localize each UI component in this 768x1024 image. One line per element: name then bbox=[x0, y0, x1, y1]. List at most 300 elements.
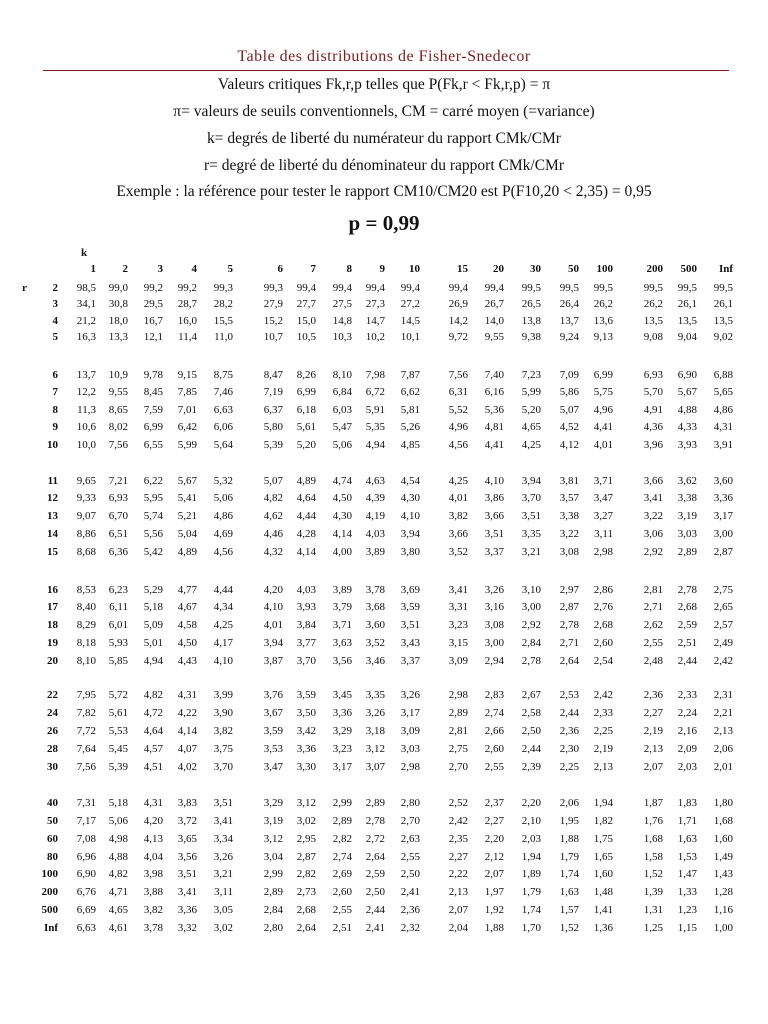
table-cell: 3,15 bbox=[448, 637, 468, 649]
table-cell: 99,5 bbox=[713, 282, 733, 294]
table-cell: 6,11 bbox=[109, 601, 128, 613]
table-cell: 26,5 bbox=[521, 298, 541, 310]
row-header: 11 bbox=[47, 475, 58, 487]
table-cell: 2,55 bbox=[484, 761, 504, 773]
table-cell: 2,07 bbox=[643, 761, 663, 773]
table-cell: 99,5 bbox=[593, 282, 613, 294]
table-cell: 26,2 bbox=[643, 298, 663, 310]
table-cell: 2,12 bbox=[484, 851, 504, 863]
table-cell: 2,33 bbox=[593, 707, 613, 719]
table-cell: 2,98 bbox=[400, 761, 420, 773]
table-cell: 4,31 bbox=[143, 797, 163, 809]
table-cell: 2,81 bbox=[448, 725, 468, 737]
table-cell: 5,45 bbox=[108, 743, 128, 755]
table-cell: 3,93 bbox=[296, 601, 316, 613]
table-cell: 7,19 bbox=[263, 386, 283, 398]
table-cell: 4,86 bbox=[213, 510, 233, 522]
table-cell: 3,99 bbox=[213, 689, 233, 701]
table-cell: 6,23 bbox=[108, 584, 128, 596]
table-cell: 2,82 bbox=[296, 868, 316, 880]
table-cell: 10,3 bbox=[332, 331, 352, 343]
table-cell: 5,42 bbox=[143, 546, 163, 558]
table-cell: 3,37 bbox=[400, 655, 420, 667]
table-cell: 2,69 bbox=[332, 868, 352, 880]
table-cell: 3,66 bbox=[448, 528, 468, 540]
table-cell: 26,9 bbox=[448, 298, 468, 310]
table-cell: 5,75 bbox=[593, 386, 613, 398]
table-cell: 99,5 bbox=[677, 282, 697, 294]
table-cell: 27,9 bbox=[263, 298, 283, 310]
table-cell: 3,68 bbox=[365, 601, 385, 613]
table-cell: 12,1 bbox=[143, 331, 163, 343]
table-cell: 2,25 bbox=[593, 725, 613, 737]
table-cell: 1,76 bbox=[643, 815, 663, 827]
table-cell: 3,70 bbox=[521, 492, 541, 504]
table-cell: 4,31 bbox=[177, 689, 197, 701]
table-cell: 4,03 bbox=[365, 528, 385, 540]
table-cell: 1,88 bbox=[484, 922, 504, 934]
table-cell: 3,00 bbox=[713, 528, 733, 540]
page-title: Table des distributions de Fisher-Snedecor bbox=[237, 48, 531, 65]
table-cell: 3,57 bbox=[559, 492, 579, 504]
table-cell: 2,64 bbox=[365, 851, 385, 863]
table-cell: 14,7 bbox=[365, 315, 385, 327]
table-cell: 10,5 bbox=[296, 331, 316, 343]
table-cell: 2,50 bbox=[400, 868, 420, 880]
table-cell: 2,87 bbox=[296, 851, 316, 863]
table-cell: 3,94 bbox=[263, 637, 283, 649]
table-cell: 7,56 bbox=[76, 761, 96, 773]
table-cell: 4,91 bbox=[643, 404, 663, 416]
table-cell: 3,11 bbox=[594, 528, 613, 540]
table-cell: 3,31 bbox=[448, 601, 468, 613]
table-cell: 3,02 bbox=[296, 815, 316, 827]
table-cell: 1,16 bbox=[713, 904, 733, 916]
table-cell: 2,44 bbox=[677, 655, 697, 667]
table-cell: 2,19 bbox=[593, 743, 613, 755]
table-cell: 4,25 bbox=[521, 439, 541, 451]
table-cell: 2,03 bbox=[521, 833, 541, 845]
table-cell: 2,64 bbox=[296, 922, 316, 934]
table-cell: 2,03 bbox=[677, 761, 697, 773]
table-cell: 4,10 bbox=[484, 475, 504, 487]
table-cell: 3,77 bbox=[296, 637, 316, 649]
table-cell: 8,02 bbox=[108, 421, 128, 433]
table-cell: 99,0 bbox=[108, 282, 128, 294]
table-cell: 2,44 bbox=[521, 743, 541, 755]
table-cell: 1,63 bbox=[677, 833, 697, 845]
table-cell: 1,49 bbox=[713, 851, 733, 863]
table-cell: 4,52 bbox=[559, 421, 579, 433]
table-cell: 2,07 bbox=[484, 868, 504, 880]
table-cell: 1,23 bbox=[677, 904, 697, 916]
table-cell: 3,71 bbox=[593, 475, 613, 487]
table-cell: 9,08 bbox=[643, 331, 663, 343]
column-header: 8 bbox=[346, 263, 352, 275]
table-cell: 2,06 bbox=[559, 797, 579, 809]
table-cell: 3,32 bbox=[177, 922, 197, 934]
table-cell: 5,61 bbox=[296, 421, 316, 433]
table-cell: 27,5 bbox=[332, 298, 352, 310]
table-cell: 3,09 bbox=[448, 655, 468, 667]
table-cell: 6,03 bbox=[332, 404, 352, 416]
table-cell: 3,19 bbox=[263, 815, 283, 827]
table-cell: 5,06 bbox=[332, 439, 352, 451]
table-cell: 3,19 bbox=[677, 510, 697, 522]
table-cell: 3,36 bbox=[296, 743, 316, 755]
table-cell: 16,0 bbox=[177, 315, 197, 327]
table-cell: 4,28 bbox=[296, 528, 316, 540]
table-cell: 1,36 bbox=[593, 922, 613, 934]
table-cell: 99,5 bbox=[521, 282, 541, 294]
table-cell: 4,39 bbox=[365, 492, 385, 504]
table-cell: 13,3 bbox=[108, 331, 128, 343]
table-cell: 2,33 bbox=[677, 689, 697, 701]
table-cell: 4,89 bbox=[177, 546, 197, 558]
row-header: 13 bbox=[47, 510, 58, 522]
table-cell: 6,51 bbox=[108, 528, 128, 540]
column-header: 1 bbox=[90, 263, 96, 275]
row-header: 26 bbox=[47, 725, 58, 737]
table-cell: 2,44 bbox=[365, 904, 385, 916]
table-cell: 2,70 bbox=[448, 761, 468, 773]
table-cell: 3,89 bbox=[365, 546, 385, 558]
row-header: 60 bbox=[47, 833, 58, 845]
table-cell: 6,99 bbox=[296, 386, 316, 398]
table-cell: 3,51 bbox=[521, 510, 541, 522]
table-cell: 2,80 bbox=[263, 922, 283, 934]
table-cell: 2,98 bbox=[593, 546, 613, 558]
table-cell: 3,12 bbox=[296, 797, 316, 809]
table-cell: 99,4 bbox=[332, 282, 352, 294]
table-cell: 3,63 bbox=[332, 637, 352, 649]
table-cell: 2,84 bbox=[521, 637, 541, 649]
table-cell: 2,51 bbox=[677, 637, 697, 649]
table-cell: 1,57 bbox=[559, 904, 579, 916]
table-cell: 1,74 bbox=[559, 868, 579, 880]
column-header: 3 bbox=[157, 263, 163, 275]
table-cell: 8,45 bbox=[143, 386, 163, 398]
table-cell: 1,70 bbox=[521, 922, 541, 934]
table-cell: 2,81 bbox=[643, 584, 663, 596]
table-cell: 26,2 bbox=[593, 298, 613, 310]
table-cell: 2,75 bbox=[713, 584, 733, 596]
table-cell: 4,86 bbox=[713, 404, 733, 416]
table-cell: 2,51 bbox=[332, 922, 352, 934]
table-cell: 14,0 bbox=[484, 315, 504, 327]
table-cell: 3,66 bbox=[484, 510, 504, 522]
table-cell: 5,47 bbox=[332, 421, 352, 433]
table-cell: 99,4 bbox=[448, 282, 468, 294]
table-cell: 5,80 bbox=[263, 421, 283, 433]
table-cell: 3,08 bbox=[559, 546, 579, 558]
row-header: 10 bbox=[47, 439, 58, 451]
table-cell: 2,44 bbox=[559, 707, 579, 719]
table-cell: 4,98 bbox=[108, 833, 128, 845]
table-cell: 4,01 bbox=[448, 492, 468, 504]
table-cell: 27,7 bbox=[296, 298, 316, 310]
column-header: 50 bbox=[568, 263, 579, 275]
table-cell: 2,87 bbox=[559, 601, 579, 613]
table-cell: 2,53 bbox=[559, 689, 579, 701]
table-cell: 13,5 bbox=[677, 315, 697, 327]
column-header: 7 bbox=[310, 263, 316, 275]
table-cell: 28,7 bbox=[177, 298, 197, 310]
table-cell: 3,52 bbox=[448, 546, 468, 558]
table-cell: 2,20 bbox=[521, 797, 541, 809]
table-cell: 2,71 bbox=[559, 637, 579, 649]
table-cell: 1,80 bbox=[713, 797, 733, 809]
table-cell: 7,98 bbox=[365, 369, 385, 381]
table-cell: 13,6 bbox=[593, 315, 613, 327]
table-cell: 2,67 bbox=[521, 689, 541, 701]
table-cell: 21,2 bbox=[76, 315, 96, 327]
row-header: 22 bbox=[47, 689, 58, 701]
table-cell: 9,13 bbox=[593, 331, 613, 343]
table-cell: 5,18 bbox=[143, 601, 163, 613]
table-cell: 4,67 bbox=[177, 601, 197, 613]
table-cell: 2,22 bbox=[448, 868, 468, 880]
table-cell: 2,39 bbox=[521, 761, 541, 773]
table-cell: 2,55 bbox=[332, 904, 352, 916]
table-cell: 5,99 bbox=[521, 386, 541, 398]
table-cell: 2,54 bbox=[593, 655, 613, 667]
table-cell: 2,27 bbox=[484, 815, 504, 827]
table-cell: 4,04 bbox=[143, 851, 163, 863]
header-line-3: k= degrés de liberté du numérateur du rapport CMk/CMr bbox=[207, 130, 561, 147]
table-cell: 99,5 bbox=[559, 282, 579, 294]
table-cell: 2,74 bbox=[484, 707, 504, 719]
table-cell: 3,83 bbox=[177, 797, 197, 809]
table-cell: 8,10 bbox=[76, 655, 96, 667]
table-cell: 99,4 bbox=[296, 282, 316, 294]
table-cell: 9,24 bbox=[559, 331, 579, 343]
table-cell: 3,45 bbox=[332, 689, 352, 701]
table-cell: 7,08 bbox=[76, 833, 96, 845]
table-cell: 4,14 bbox=[177, 725, 197, 737]
table-cell: 4,17 bbox=[213, 637, 233, 649]
table-cell: 6,63 bbox=[213, 404, 233, 416]
table-cell: 30,8 bbox=[108, 298, 128, 310]
table-cell: 5,52 bbox=[448, 404, 468, 416]
table-cell: 6,16 bbox=[484, 386, 504, 398]
table-cell: 9,72 bbox=[448, 331, 468, 343]
table-cell: 3,87 bbox=[263, 655, 283, 667]
table-cell: 3,22 bbox=[643, 510, 663, 522]
table-cell: 3,82 bbox=[448, 510, 468, 522]
table-cell: 4,64 bbox=[296, 492, 316, 504]
table-cell: 4,88 bbox=[108, 851, 128, 863]
table-cell: 2,24 bbox=[677, 707, 697, 719]
table-cell: 6,01 bbox=[108, 619, 128, 631]
table-cell: 4,46 bbox=[263, 528, 283, 540]
row-header: 500 bbox=[41, 904, 58, 916]
table-cell: 3,78 bbox=[143, 922, 163, 934]
row-header: 28 bbox=[47, 743, 58, 755]
table-cell: 3,18 bbox=[365, 725, 385, 737]
row-header: 40 bbox=[47, 797, 58, 809]
table-cell: 6,42 bbox=[177, 421, 197, 433]
table-cell: 3,59 bbox=[296, 689, 316, 701]
table-cell: 4,65 bbox=[108, 904, 128, 916]
table-cell: 5,32 bbox=[213, 475, 233, 487]
table-cell: 3,91 bbox=[713, 439, 733, 451]
table-cell: 1,88 bbox=[559, 833, 579, 845]
table-cell: 10,1 bbox=[400, 331, 420, 343]
table-cell: 8,53 bbox=[76, 584, 96, 596]
table-cell: 10,9 bbox=[108, 369, 128, 381]
table-cell: 5,64 bbox=[213, 439, 233, 451]
table-cell: 3,29 bbox=[332, 725, 352, 737]
table-cell: 7,01 bbox=[177, 404, 197, 416]
table-cell: 3,96 bbox=[643, 439, 663, 451]
table-cell: 3,52 bbox=[365, 637, 385, 649]
table-cell: 2,50 bbox=[521, 725, 541, 737]
table-cell: 5,81 bbox=[400, 404, 420, 416]
table-cell: 3,43 bbox=[400, 637, 420, 649]
table-cell: 2,71 bbox=[643, 601, 663, 613]
table-cell: 3,41 bbox=[448, 584, 468, 596]
table-cell: 3,09 bbox=[400, 725, 420, 737]
column-header: 100 bbox=[596, 263, 613, 275]
row-header: 3 bbox=[52, 298, 58, 310]
row-header: 30 bbox=[47, 761, 58, 773]
table-cell: 2,31 bbox=[713, 689, 733, 701]
table-cell: 3,26 bbox=[213, 851, 233, 863]
table-cell: 3,71 bbox=[332, 619, 352, 631]
table-cell: 1,94 bbox=[593, 797, 613, 809]
table-cell: 3,82 bbox=[213, 725, 233, 737]
table-cell: 2,82 bbox=[332, 833, 352, 845]
table-cell: 5,20 bbox=[296, 439, 316, 451]
table-cell: 2,21 bbox=[713, 707, 733, 719]
table-cell: 3,17 bbox=[332, 761, 352, 773]
table-cell: 3,37 bbox=[484, 546, 504, 558]
table-cell: 6,90 bbox=[677, 369, 697, 381]
table-cell: 3,08 bbox=[484, 619, 504, 631]
table-cell: 3,53 bbox=[263, 743, 283, 755]
table-cell: 27,3 bbox=[365, 298, 385, 310]
table-cell: 2,68 bbox=[677, 601, 697, 613]
table-cell: 99,3 bbox=[263, 282, 283, 294]
table-cell: 2,13 bbox=[448, 886, 468, 898]
table-cell: 99,3 bbox=[213, 282, 233, 294]
row-header: 12 bbox=[47, 492, 58, 504]
table-cell: 5,06 bbox=[108, 815, 128, 827]
table-cell: 5,06 bbox=[213, 492, 233, 504]
table-cell: 1,89 bbox=[521, 868, 541, 880]
table-cell: 4,14 bbox=[332, 528, 352, 540]
table-cell: 3,02 bbox=[213, 922, 233, 934]
table-cell: 2,99 bbox=[332, 797, 352, 809]
table-cell: 2,59 bbox=[365, 868, 385, 880]
table-cell: 2,89 bbox=[365, 797, 385, 809]
table-cell: 5,86 bbox=[559, 386, 579, 398]
column-header: 200 bbox=[646, 263, 663, 275]
table-cell: 3,65 bbox=[177, 833, 197, 845]
table-cell: 2,36 bbox=[559, 725, 579, 737]
row-header: 19 bbox=[47, 637, 58, 649]
table-cell: 3,21 bbox=[213, 868, 233, 880]
table-cell: 1,71 bbox=[677, 815, 697, 827]
table-cell: 4,41 bbox=[484, 439, 504, 451]
table-cell: 3,22 bbox=[559, 528, 579, 540]
table-cell: 3,35 bbox=[365, 689, 385, 701]
column-header: 4 bbox=[191, 263, 197, 275]
row-header: 9 bbox=[52, 421, 58, 433]
table-cell: 3,47 bbox=[593, 492, 613, 504]
table-cell: 2,42 bbox=[713, 655, 733, 667]
table-cell: 6,84 bbox=[332, 386, 352, 398]
table-cell: 8,40 bbox=[76, 601, 96, 613]
table-cell: 3,23 bbox=[448, 619, 468, 631]
table-cell: 12,2 bbox=[76, 386, 96, 398]
table-cell: 2,42 bbox=[593, 689, 613, 701]
table-cell: 5,26 bbox=[400, 421, 420, 433]
table-cell: 1,39 bbox=[643, 886, 663, 898]
table-cell: 4,31 bbox=[713, 421, 733, 433]
table-cell: 1,74 bbox=[521, 904, 541, 916]
table-cell: 13,7 bbox=[76, 369, 96, 381]
table-cell: 9,33 bbox=[76, 492, 96, 504]
table-cell: 1,95 bbox=[559, 815, 579, 827]
column-header: 5 bbox=[227, 263, 233, 275]
table-cell: 99,2 bbox=[143, 282, 163, 294]
table-cell: 2,19 bbox=[643, 725, 663, 737]
column-header: 2 bbox=[122, 263, 128, 275]
table-cell: 4,56 bbox=[448, 439, 468, 451]
table-cell: 7,85 bbox=[177, 386, 197, 398]
table-cell: 3,11 bbox=[214, 886, 233, 898]
table-cell: 3,46 bbox=[365, 655, 385, 667]
table-cell: 2,06 bbox=[713, 743, 733, 755]
table-cell: 2,87 bbox=[713, 546, 733, 558]
k-axis-label: k bbox=[81, 247, 88, 259]
row-header: 24 bbox=[47, 707, 58, 719]
table-cell: 1,47 bbox=[677, 868, 697, 880]
table-cell: 6,76 bbox=[76, 886, 96, 898]
table-cell: 7,82 bbox=[76, 707, 96, 719]
table-cell: 3,70 bbox=[296, 655, 316, 667]
table-cell: 4,03 bbox=[296, 584, 316, 596]
table-cell: 2,63 bbox=[400, 833, 420, 845]
table-cell: 3,75 bbox=[213, 743, 233, 755]
table-cell: 26,1 bbox=[713, 298, 733, 310]
r-axis-label: r bbox=[22, 282, 27, 294]
table-cell: 5,70 bbox=[643, 386, 663, 398]
table-cell: 10,0 bbox=[76, 439, 96, 451]
table-cell: 1,48 bbox=[593, 886, 613, 898]
table-cell: 3,27 bbox=[593, 510, 613, 522]
table-cell: 2,27 bbox=[448, 851, 468, 863]
table-cell: 3,36 bbox=[332, 707, 352, 719]
row-header: 14 bbox=[47, 528, 58, 540]
table-cell: 13,5 bbox=[643, 315, 663, 327]
table-cell: 4,32 bbox=[263, 546, 283, 558]
table-cell: 4,20 bbox=[143, 815, 163, 827]
table-cell: 34,1 bbox=[76, 298, 96, 310]
table-cell: 3,70 bbox=[213, 761, 233, 773]
table-cell: 5,29 bbox=[143, 584, 163, 596]
table-cell: 6,62 bbox=[400, 386, 420, 398]
table-cell: 4,22 bbox=[177, 707, 197, 719]
table-cell: 3,03 bbox=[400, 743, 420, 755]
table-cell: 5,20 bbox=[521, 404, 541, 416]
table-cell: 3,59 bbox=[400, 601, 420, 613]
table-cell: 3,23 bbox=[332, 743, 352, 755]
table-cell: 2,13 bbox=[643, 743, 663, 755]
table-cell: 3,07 bbox=[365, 761, 385, 773]
